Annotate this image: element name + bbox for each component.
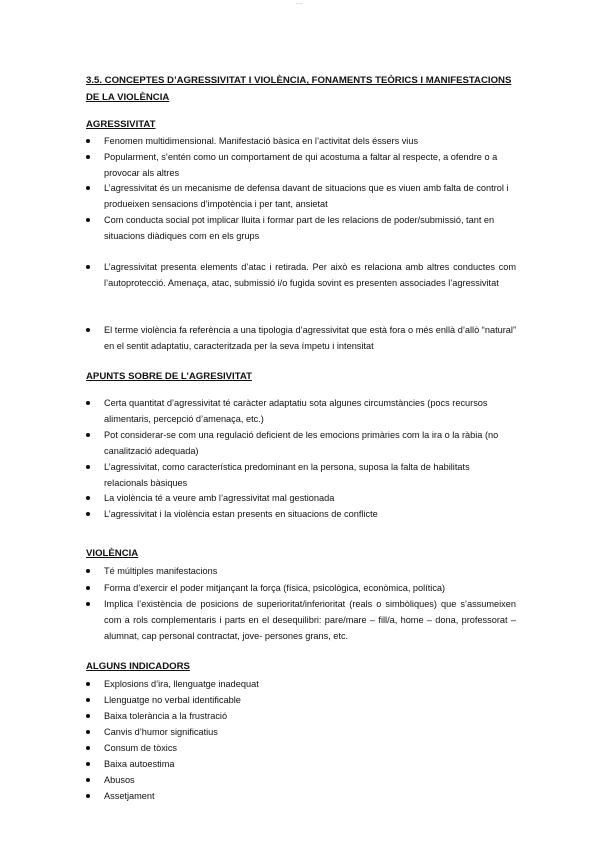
bullet-icon [86,465,90,469]
bullet-icon [86,586,90,590]
list-item: L’agressivitat i la violència estan presents en situacions de conflicte [86,506,516,522]
list-item: Pot considerar-se com una regulació deficient de les emocions primàries com la ira o la ràbia (no canalització adequada) [86,427,516,459]
section-heading-violencia: VIOLÈNCIA [86,548,139,559]
bullet-icon [86,682,90,686]
list-item: Forma d’exercir el poder mitjançant la força (física, psicològica, econòmica, política) [86,580,516,596]
list-item: Fenomen multidimensional. Manifestació bàsica en l’activitat dels éssers vius [86,133,516,149]
list-item: L’agressivitat, como característica predominant en la persona, suposa la falta de habilitats relacionals bàsiques [86,459,516,491]
list-item: Implica l’existència de posicions de superioritat/inferioritat (reals o simbòliques) que s’assumeixen com a rols complementaris i parts en el desequilibri: pare/mare – fill/a, home – dona, professorat – alumnat, cap personal contractat, jove- persones grans, etc. [86,596,516,644]
list-item: Consum de tòxics [86,740,516,756]
page-mark: .... [296,0,303,6]
list-item: L’agressivitat és un mecanisme de defensa davant de situacions que es viuen amb falta de control i produeixen sensacions d’impotència i per tant, ansietat [86,180,516,212]
bullet-icon [86,186,90,190]
list-item: Té múltiples manifestacions [86,563,516,579]
page-title: 3.5. CONCEPTES D’AGRESSIVITAT I VIOLÈNCIA, FONAMENTS TEÒRICS I MANIFESTACIONS DE LA VIOLÈNCIA [86,75,512,103]
bullet-icon [86,746,90,750]
list-item: La violència té a veure amb l’agressivitat mal gestionada [86,490,516,506]
list-item: Com conducta social pot implicar lluita i formar part de les relacions de poder/submissió, tant en situacions diàdiques com en els grups [86,212,516,244]
list-item: Assetjament [86,788,516,804]
list-item: Certa quantitat d’agressivitat té caràcter adaptatiu sota algunes circumstàncies (pocs recursos alimentaris, percepció d’amenaça, etc.) [86,395,516,427]
bullet-icon [86,155,90,159]
bullet-icon [86,218,90,222]
bullet-icon [86,328,90,332]
bullet-icon [86,569,90,573]
list-item: Popularment, s’entén como un comportament de qui acostuma a faltar al respecte, a ofendre o a provocar als altres [86,149,516,181]
list-item: Baixa tolerància a la frustració [86,708,516,724]
bullet-icon [86,762,90,766]
bullet-icon [86,794,90,798]
list-item: El terme violència fa referència a una tipologia d’agressivitat que està fora o més enllà d’allò “natural” en el sentit adaptatiu, caracteritzada per la seva ímpetu i intensitat [86,322,516,354]
section-heading-agressivitat: AGRESSIVITAT [86,119,156,130]
list-item: L’agressivitat presenta elements d’atac i retirada. Per això es relaciona amb altres conductes com l’autoprotecció. Amenaça, atac, submissió i/o fugida sovint es presenten associades l’agressivitat [86,259,516,291]
bullet-icon [86,496,90,500]
bullet-icon [86,730,90,734]
bullet-icon [86,433,90,437]
list-item: Explosions d’ira, llenguatge inadequat [86,676,516,692]
bullet-icon [86,602,90,606]
list-item: Baixa autoestima [86,756,516,772]
list-item: Canvis d’humor significatius [86,724,516,740]
list-item: Llenguatge no verbal identificable [86,692,516,708]
bullet-icon [86,139,90,143]
section-heading-indicadors: ALGUNS INDICADORS [86,661,190,672]
list-item: Abusos [86,772,516,788]
bullet-icon [86,401,90,405]
bullet-icon [86,698,90,702]
section-heading-apunts: APUNTS SOBRE DE L’AGRESIVITAT [86,371,252,382]
bullet-icon [86,778,90,782]
bullet-icon [86,714,90,718]
bullet-icon [86,265,90,269]
bullet-icon [86,512,90,516]
